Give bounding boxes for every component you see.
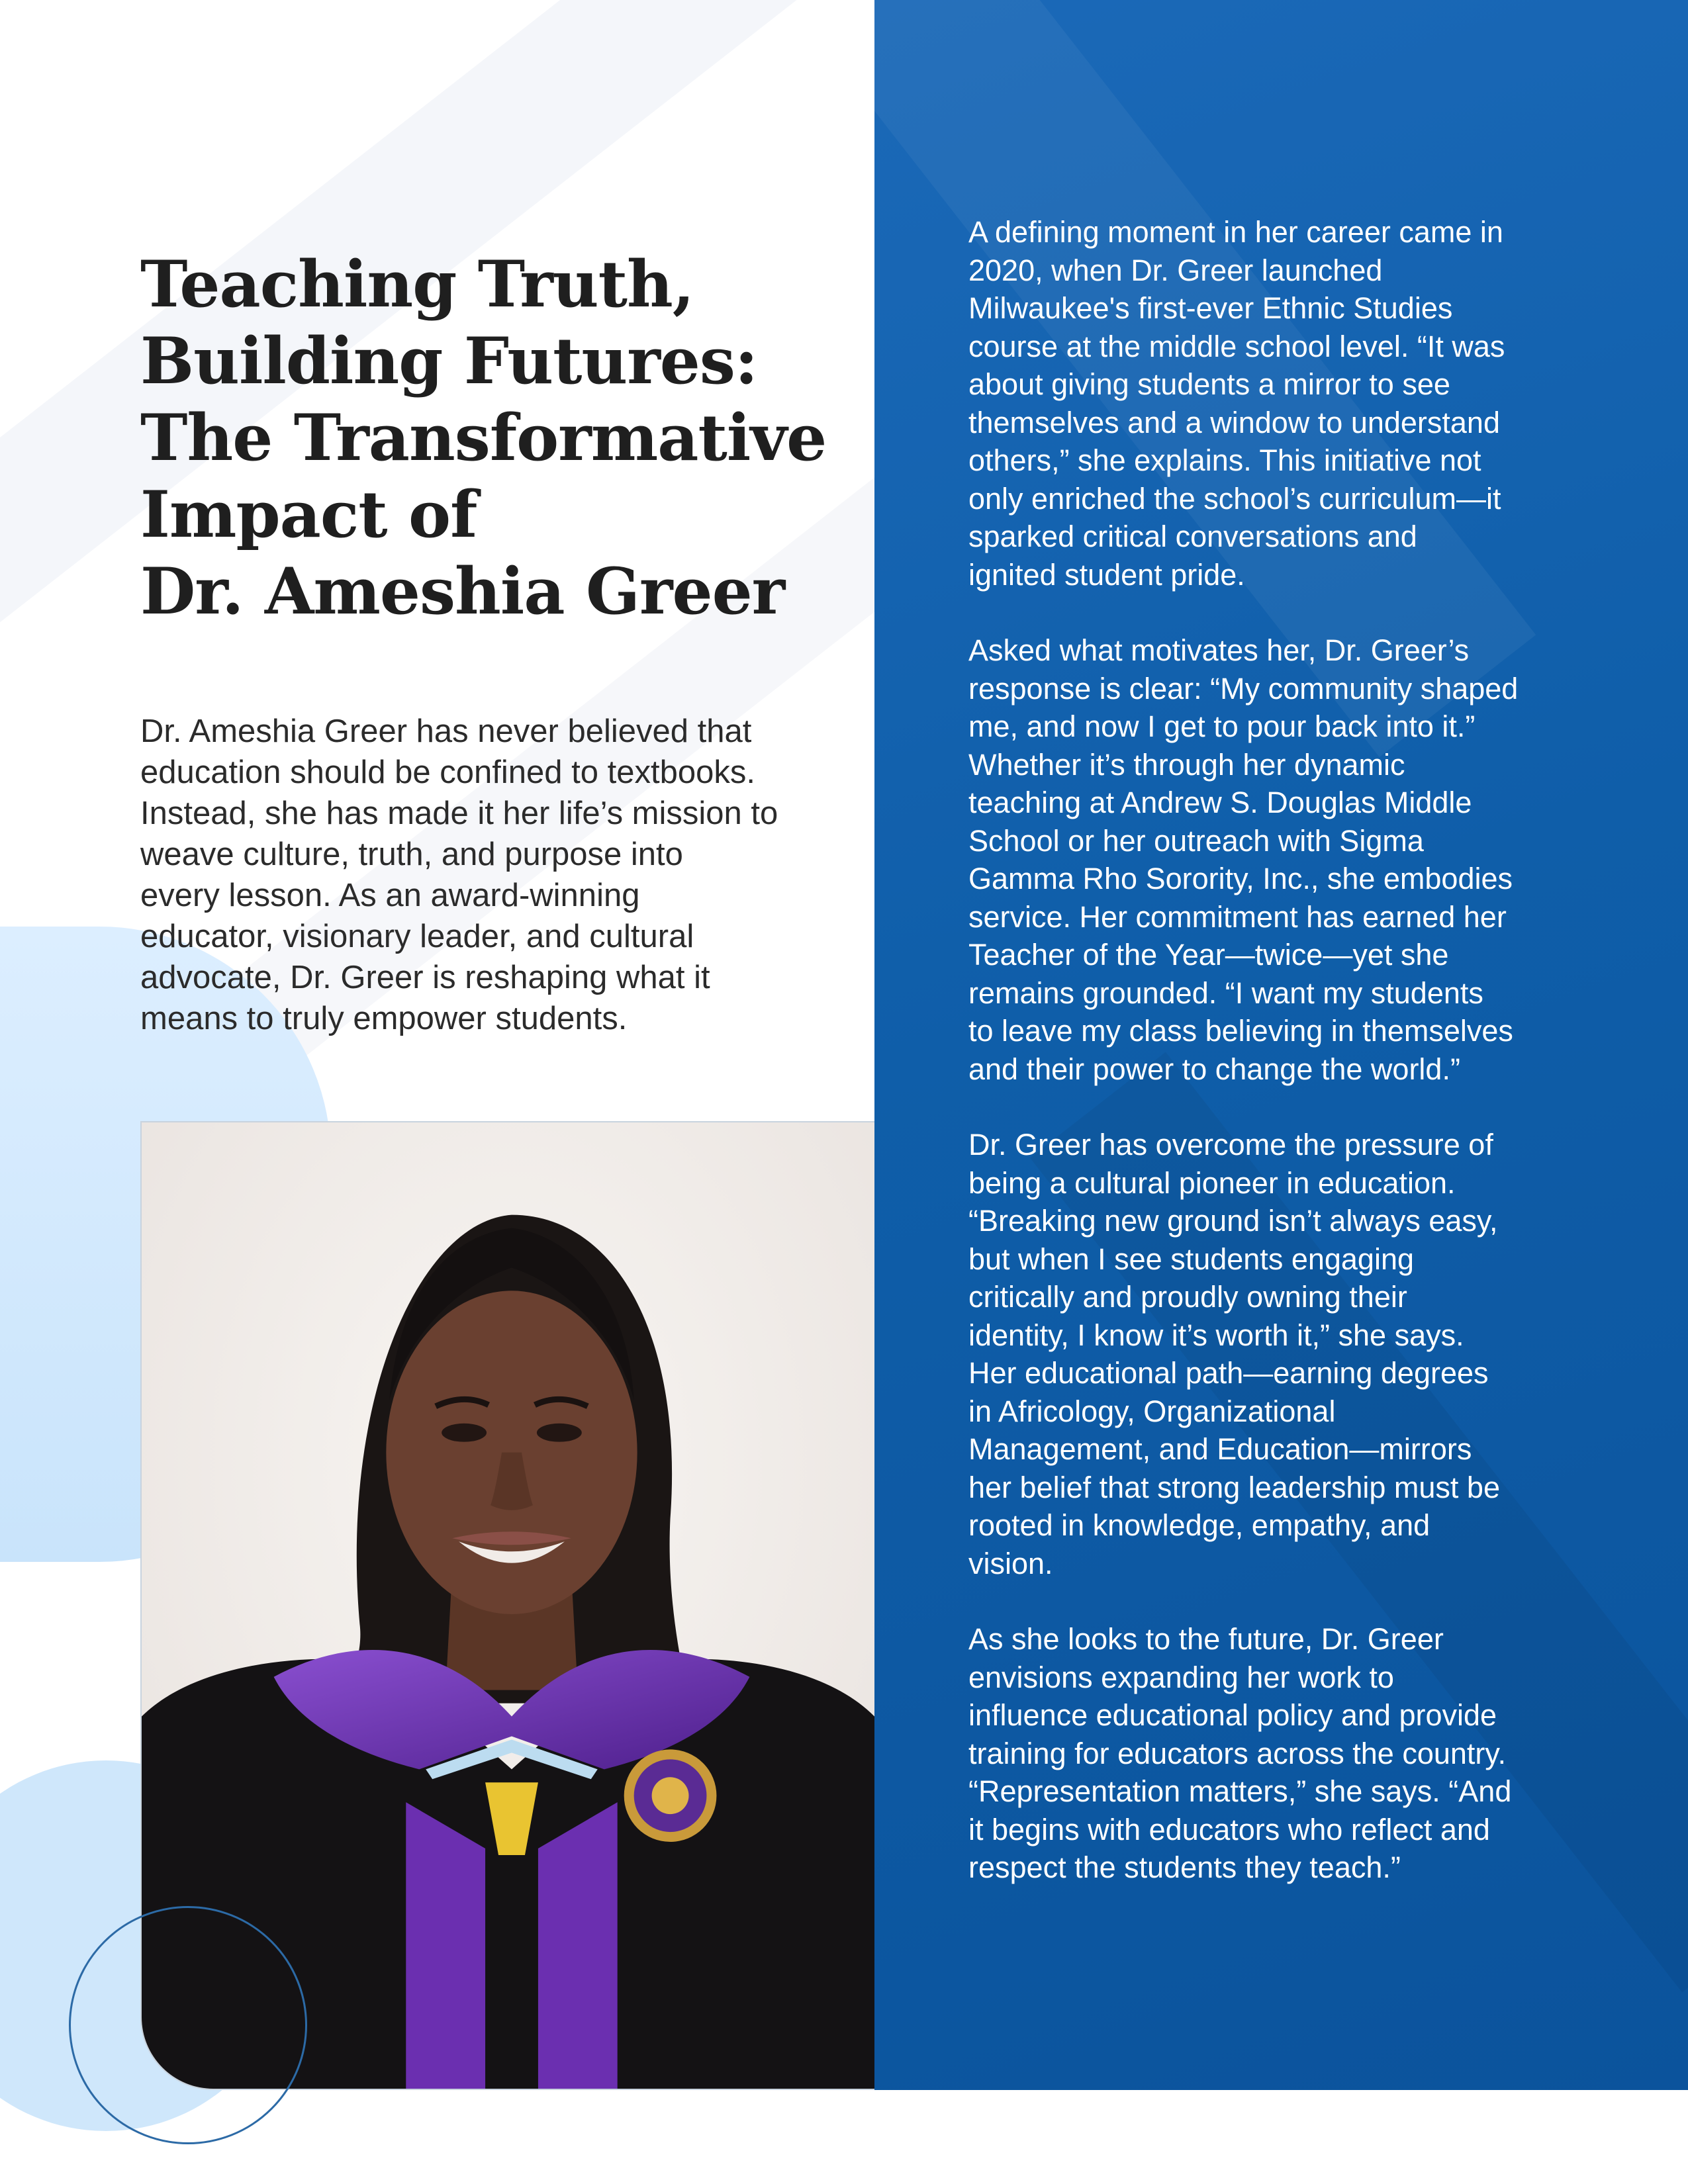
article-title (140, 246, 855, 630)
title-line: The Transformative (140, 400, 827, 475)
intro-line: means to truly empower students. (140, 1001, 628, 1036)
body-line: Milwaukee's first-ever Ethnic Studies (968, 291, 1453, 325)
intro-line: advocate, Dr. Greer is reshaping what it (140, 960, 710, 995)
body-line: vision. (968, 1546, 1053, 1580)
body-line: teaching at Andrew S. Douglas Middle (968, 786, 1472, 819)
body-paragraph (968, 631, 1670, 1088)
intro-line: education should be confined to textbooks. (140, 754, 755, 790)
body-line: ignited student pride. (968, 557, 1245, 592)
body-line: being a cultural pioneer in education. (968, 1165, 1456, 1200)
body-line: envisions expanding her work to (968, 1660, 1394, 1694)
body-line: and their power to change the world.” (968, 1052, 1460, 1086)
intro-paragraph (140, 711, 842, 1039)
title-line: Building Futures: (140, 324, 758, 398)
body-line: Whether it’s through her dynamic (968, 747, 1405, 782)
body-line: critically and proudly owning their (968, 1280, 1407, 1314)
body-line: identity, I know it’s worth it,” she says. (968, 1318, 1464, 1352)
body-line: but when I see students engaging (968, 1242, 1415, 1276)
body-line: A defining moment in her career came in (968, 215, 1503, 249)
decorative-ring (69, 1906, 307, 2144)
body-line: Dr. Greer has overcome the pressure of (968, 1128, 1493, 1161)
body-line: to leave my class believing in themselves (968, 1014, 1513, 1048)
body-line: themselves and a window to understand (968, 405, 1500, 439)
body-line: Her educational path—earning degrees (968, 1356, 1489, 1390)
body-paragraph (968, 1620, 1670, 1887)
intro-line: every lesson. As an award-winning (140, 878, 640, 913)
body-line: others,” she explains. This initiative not (968, 443, 1481, 477)
body-line: course at the middle school level. “It was (968, 329, 1505, 363)
body-line: As she looks to the future, Dr. Greer (968, 1622, 1444, 1656)
body-line: “Breaking new ground isn’t always easy, (968, 1204, 1498, 1238)
body-line: it begins with educators who reflect and (968, 1812, 1490, 1846)
intro-line: Dr. Ameshia Greer has never believed that (140, 713, 752, 749)
right-text-column (968, 213, 1670, 1925)
body-line: “Representation matters,” she says. “And (968, 1774, 1512, 1808)
intro-line: educator, visionary leader, and cultural (140, 919, 694, 954)
body-line: in Africology, Organizational (968, 1394, 1336, 1428)
body-line: only enriched the school’s curriculum—it (968, 481, 1501, 516)
title-line: Impact of (140, 477, 477, 552)
body-paragraph (968, 1126, 1670, 1582)
body-line: service. Her commitment has earned her (968, 899, 1507, 934)
body-line: remains grounded. “I want my students (968, 976, 1483, 1010)
title-line: Dr. Ameshia Greer (140, 554, 785, 629)
body-line: Asked what motivates her, Dr. Greer’s (968, 633, 1470, 667)
body-line: School or her outreach with Sigma (968, 823, 1424, 858)
body-line: influence educational policy and provide (968, 1698, 1497, 1732)
body-line: response is clear: “My community shaped (968, 671, 1519, 705)
body-line: 2020, when Dr. Greer launched (968, 253, 1383, 287)
body-line: rooted in knowledge, empathy, and (968, 1508, 1430, 1542)
body-line: about giving students a mirror to see (968, 367, 1450, 401)
body-line: me, and now I get to pour back into it.” (968, 709, 1476, 743)
body-line: training for educators across the country. (968, 1736, 1507, 1770)
intro-line: Instead, she has made it her life’s mission to (140, 796, 778, 831)
body-line: Management, and Education—mirrors (968, 1432, 1472, 1466)
body-paragraph (968, 213, 1670, 594)
intro-line: weave culture, truth, and purpose into (140, 837, 683, 872)
body-line: Gamma Rho Sorority, Inc., she embodies (968, 862, 1513, 895)
body-line: sparked critical conversations and (968, 520, 1417, 553)
title-line: Teaching Truth, (140, 247, 694, 322)
body-line: her belief that strong leadership must be (968, 1470, 1500, 1504)
body-line: Teacher of the Year—twice—yet she (968, 938, 1449, 972)
body-line: respect the students they teach.” (968, 1850, 1401, 1884)
